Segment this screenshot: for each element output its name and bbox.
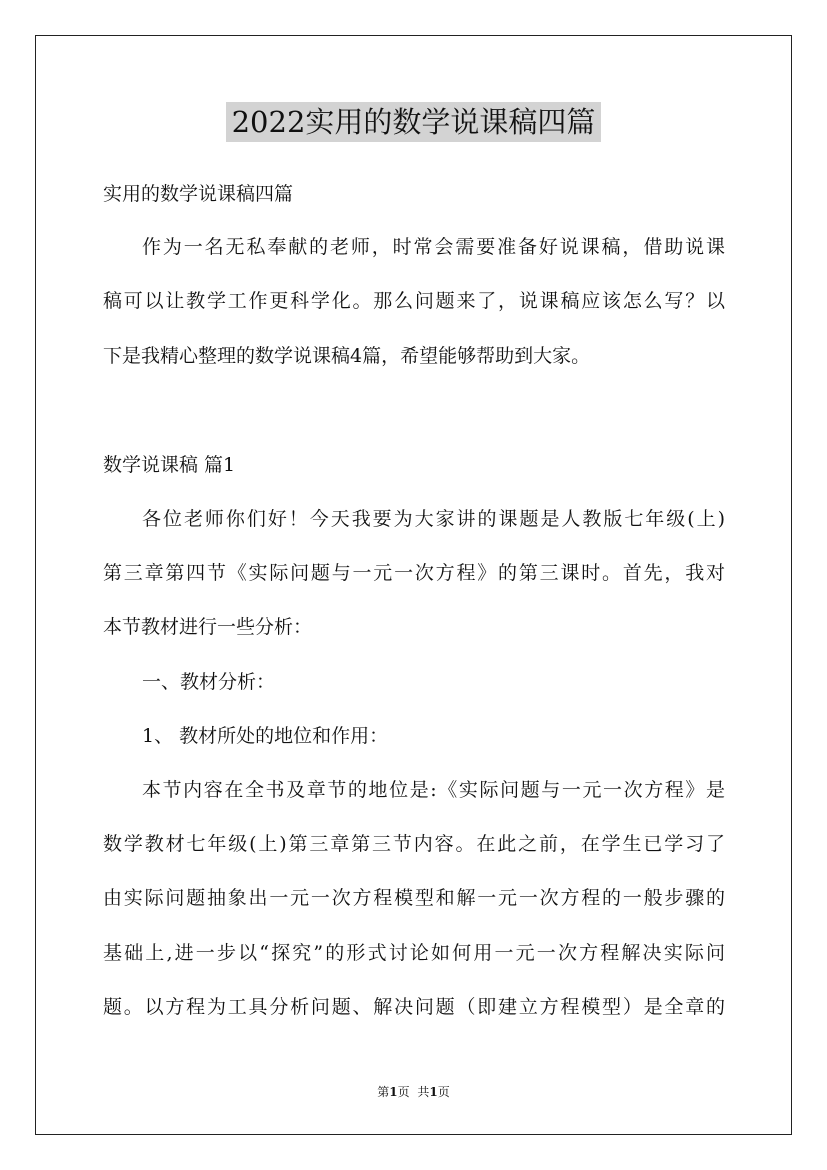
body-line-2: 数学教材七年级(上)第三章第三节内容。在此之前，在学生已学习了 — [103, 833, 725, 855]
document-title: 2022实用的数学说课稿四篇 — [226, 102, 601, 142]
section-line-2: 第三章第四节《实际问题与一元一次方程》的第三课时。首先，我对 — [103, 562, 725, 584]
section-line-1: 各位老师你们好！今天我要为大家讲的课题是人教版七年级(上) — [142, 508, 725, 530]
footer-total-suffix: 页 — [437, 1085, 450, 1099]
point-1-heading: 1、 教材所处的地位和作用： — [142, 725, 389, 747]
intro-line-3: 下是我精心整理的数学说课稿4篇，希望能够帮助到大家。 — [103, 345, 591, 367]
intro-line-1: 作为一名无私奉献的老师，时常会需要准备好说课稿，借助说课 — [142, 236, 725, 258]
footer-total-number: 1 — [429, 1085, 438, 1099]
document-subtitle: 实用的数学说课稿四篇 — [103, 183, 294, 205]
body-line-4: 基础上,进一步以“探究”的形式讨论如何用一元一次方程解决实际问 — [103, 942, 725, 964]
footer-page-suffix: 页 — [397, 1085, 410, 1099]
body-line-1: 本节内容在全书及章节的地位是:《实际问题与一元一次方程》是 — [142, 779, 725, 801]
body-line-3: 由实际问题抽象出一元一次方程模型和解一元一次方程的一般步骤的 — [103, 887, 725, 909]
body-line-5: 题。以方程为工具分析问题、解决问题（即建立方程模型）是全章的 — [103, 996, 725, 1018]
footer-total-prefix: 共 — [417, 1085, 430, 1099]
footer-page-number: 1 — [389, 1085, 398, 1099]
intro-line-2: 稿可以让教学工作更科学化。那么问题来了，说课稿应该怎么写？以 — [103, 290, 725, 312]
analysis-heading: 一、教材分析： — [142, 671, 276, 693]
footer-page-prefix: 第 — [377, 1085, 390, 1099]
section-heading: 数学说课稿 篇1 — [103, 454, 236, 476]
page-footer — [0, 1083, 827, 1101]
section-line-3: 本节教材进行一些分析： — [103, 616, 313, 638]
